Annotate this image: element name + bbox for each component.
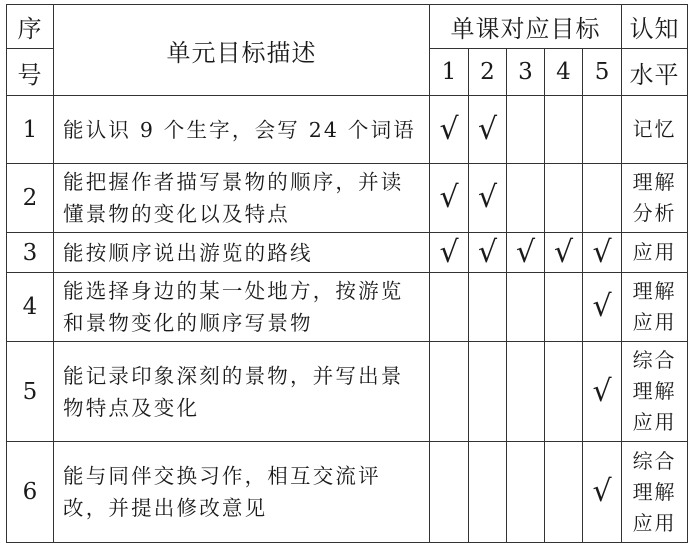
lesson-3-cell xyxy=(507,442,545,543)
cognitive-level-term: 应用 xyxy=(632,410,677,434)
lesson-1-cell xyxy=(430,233,469,273)
row-index: 2 xyxy=(7,164,54,233)
cognitive-level-term: 应用 xyxy=(632,510,677,535)
lesson-4-cell xyxy=(545,96,583,164)
cognitive-level-header-top: 认知 xyxy=(622,5,688,49)
row-index: 4 xyxy=(7,273,54,342)
lesson-3-cell xyxy=(507,273,545,342)
goal-table xyxy=(6,4,688,543)
cognitive-level xyxy=(622,442,688,543)
goal-description: 能认识 9 个生字，会写 24 个词语 xyxy=(54,96,430,164)
cognitive-level-term: 理解 xyxy=(632,379,677,403)
lesson-5-cell xyxy=(583,164,622,233)
cognitive-level-term: 应用 xyxy=(632,240,677,264)
checkmark-icon: √ xyxy=(553,234,574,270)
cognitive-level xyxy=(622,342,688,442)
lesson-number-4: 4 xyxy=(545,49,583,96)
lesson-1-cell xyxy=(430,96,469,164)
table-row xyxy=(7,442,688,543)
checkmark-icon: √ xyxy=(592,289,612,324)
lesson-target-header: 单课对应目标 xyxy=(430,5,622,49)
row-index: 6 xyxy=(7,442,54,543)
lesson-2-cell xyxy=(469,342,507,442)
goal-description: 能与同伴交换习作，相互交流评改，并提出修改意见 xyxy=(54,442,430,543)
checkmark-icon: √ xyxy=(439,180,459,215)
lesson-1-cell xyxy=(430,342,469,442)
lesson-number-3: 3 xyxy=(507,49,545,96)
goal-rows xyxy=(7,96,688,543)
lesson-4-cell xyxy=(545,273,583,342)
cognitive-level-term: 综合 xyxy=(632,348,677,372)
checkmark-icon: √ xyxy=(592,474,612,509)
table-row xyxy=(7,273,688,342)
cognitive-level xyxy=(622,164,688,233)
lesson-5-cell xyxy=(583,273,622,342)
lesson-3-cell xyxy=(507,233,545,273)
row-index: 1 xyxy=(7,96,54,164)
table-row xyxy=(7,164,688,233)
lesson-5-cell xyxy=(583,342,622,442)
lesson-3-cell xyxy=(507,342,545,442)
table-row xyxy=(7,96,688,164)
table-row xyxy=(7,233,688,273)
row-index: 3 xyxy=(7,233,54,273)
goal-description: 能把握作者描写景物的顺序，并读懂景物的变化以及特点 xyxy=(54,164,430,233)
lesson-4-cell xyxy=(545,233,583,273)
checkmark-icon: √ xyxy=(477,234,498,270)
lesson-5-cell xyxy=(583,442,622,543)
checkmark-icon: √ xyxy=(592,373,612,409)
goal-description: 能按顺序说出游览的路线 xyxy=(54,233,430,273)
cognitive-level-term: 应用 xyxy=(632,310,677,334)
goal-description: 能选择身边的某一处地方，按游览和景物变化的顺序写景物 xyxy=(54,273,430,342)
checkmark-icon: √ xyxy=(477,111,498,147)
lesson-4-cell xyxy=(545,342,583,442)
cognitive-level-term: 分析 xyxy=(632,201,677,225)
lesson-5-cell xyxy=(583,233,622,273)
checkmark-icon: √ xyxy=(439,234,459,270)
unit-goal-header: 单元目标描述 xyxy=(54,5,430,96)
header-row-top xyxy=(7,5,688,49)
lesson-2-cell xyxy=(469,233,507,273)
lesson-number-5: 5 xyxy=(583,49,622,96)
cognitive-level-term: 理解 xyxy=(632,279,677,303)
lesson-1-cell xyxy=(430,164,469,233)
row-index: 5 xyxy=(7,342,54,442)
cognitive-level-term: 记忆 xyxy=(632,117,677,141)
lesson-1-cell xyxy=(430,273,469,342)
lesson-2-cell xyxy=(469,164,507,233)
checkmark-icon: √ xyxy=(477,180,498,215)
goal-description: 能记录印象深刻的景物，并写出景物特点及变化 xyxy=(54,342,430,442)
checkmark-icon: √ xyxy=(515,234,536,270)
lesson-1-cell xyxy=(430,442,469,543)
lesson-2-cell xyxy=(469,273,507,342)
cognitive-level-header-bottom: 水平 xyxy=(622,49,688,96)
lesson-2-cell xyxy=(469,96,507,164)
lesson-3-cell xyxy=(507,164,545,233)
lesson-4-cell xyxy=(545,442,583,543)
cognitive-level xyxy=(622,233,688,273)
lesson-2-cell xyxy=(469,442,507,543)
lesson-number-2: 2 xyxy=(469,49,507,96)
checkmark-icon: √ xyxy=(592,234,612,270)
cognitive-level xyxy=(622,273,688,342)
cognitive-level-term: 理解 xyxy=(632,170,677,194)
lesson-4-cell xyxy=(545,164,583,233)
table-row xyxy=(7,342,688,442)
cognitive-level xyxy=(622,96,688,164)
seq-header-top: 序 xyxy=(7,5,54,49)
lesson-3-cell xyxy=(507,96,545,164)
cognitive-level-term: 综合 xyxy=(632,448,677,473)
seq-header-bottom: 号 xyxy=(7,49,54,96)
lesson-number-1: 1 xyxy=(430,49,469,96)
checkmark-icon: √ xyxy=(439,111,459,147)
lesson-5-cell xyxy=(583,96,622,164)
cognitive-level-term: 理解 xyxy=(632,479,677,504)
